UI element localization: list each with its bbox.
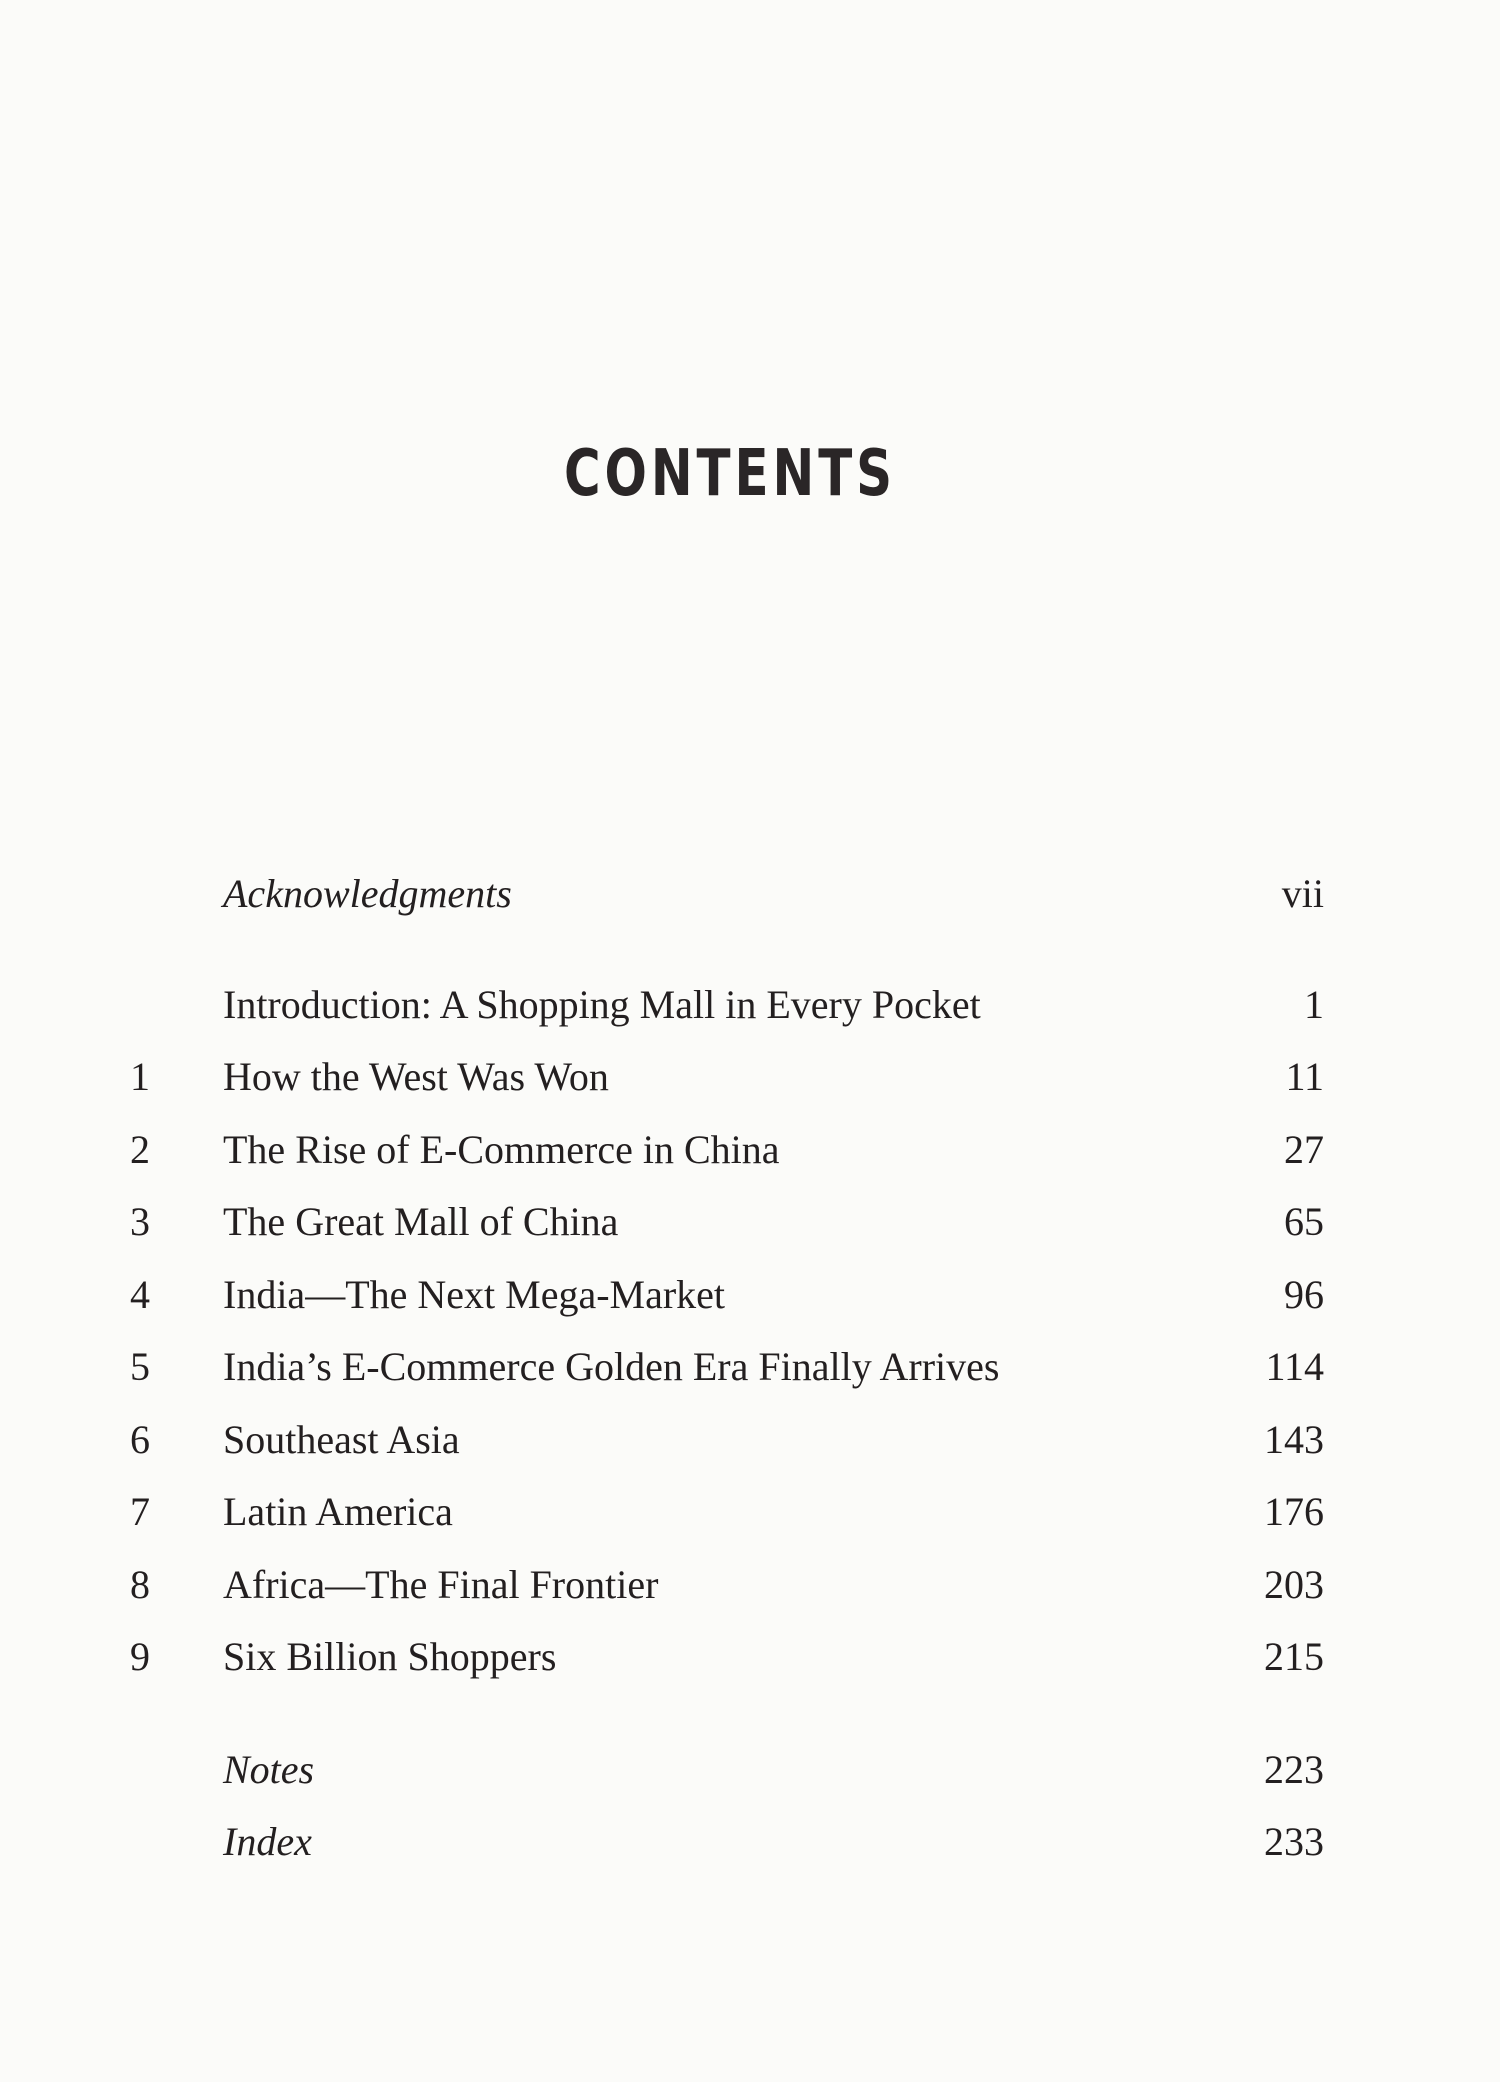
toc-entry-notes[interactable] (0, 1740, 1500, 1800)
toc-entry-label: Acknowledgments (223, 871, 512, 916)
toc-chapter-number: 5 (130, 1344, 150, 1389)
toc-chapter-number: 9 (130, 1634, 150, 1679)
toc-chapter-number: 6 (130, 1417, 150, 1462)
toc-entry-page: 114 (1265, 1344, 1324, 1389)
toc-entry-page: 203 (1264, 1562, 1324, 1607)
toc-entry-page: 143 (1264, 1417, 1324, 1462)
toc-entry-label: Notes (223, 1747, 315, 1792)
toc-entry-chapter-7[interactable] (0, 1482, 1500, 1542)
toc-entry-introduction[interactable] (0, 975, 1500, 1035)
toc-entry-label: Africa—The Final Frontier (223, 1562, 659, 1607)
toc-entry-label: Six Billion Shoppers (223, 1634, 557, 1679)
toc-entry-chapter-9[interactable] (0, 1627, 1500, 1687)
toc-entry-label: India—The Next Mega-Market (223, 1272, 726, 1317)
toc-entry-label: How the West Was Won (223, 1054, 609, 1099)
toc-entry-chapter-8[interactable] (0, 1555, 1500, 1615)
toc-entry-chapter-4[interactable] (0, 1265, 1500, 1325)
toc-entry-chapter-1[interactable] (0, 1047, 1500, 1107)
toc-entry-chapter-6[interactable] (0, 1410, 1500, 1470)
toc-entry-label: Latin America (223, 1489, 453, 1534)
toc-entry-label: Index (223, 1819, 312, 1864)
page-title: CONTENTS (564, 437, 896, 511)
toc-chapter-number: 2 (130, 1127, 150, 1172)
toc-entry-page: 96 (1284, 1272, 1324, 1317)
toc-chapter-number: 3 (130, 1199, 150, 1244)
toc-entry-label: The Rise of E-Commerce in China (223, 1127, 780, 1172)
toc-entry-page: 176 (1264, 1489, 1324, 1534)
toc-entry-page: 11 (1285, 1054, 1324, 1099)
toc-chapter-number: 7 (130, 1489, 150, 1534)
toc-entry-page: 27 (1284, 1127, 1324, 1172)
toc-entry-chapter-5[interactable] (0, 1337, 1500, 1397)
toc-entry-label: India’s E-Commerce Golden Era Finally Arrives (223, 1344, 1000, 1389)
toc-entry-label: Southeast Asia (223, 1417, 460, 1462)
toc-entry-acknowledgments[interactable] (0, 864, 1500, 924)
toc-entry-label: Introduction: A Shopping Mall in Every Pocket (223, 982, 981, 1027)
toc-chapter-number: 1 (130, 1054, 150, 1099)
toc-entry-page: vii (1281, 871, 1324, 916)
toc-entry-page: 65 (1284, 1199, 1324, 1244)
toc-chapter-number: 8 (130, 1562, 150, 1607)
toc-entry-chapter-3[interactable] (0, 1192, 1500, 1252)
toc-entry-chapter-2[interactable] (0, 1120, 1500, 1180)
toc-entry-index[interactable] (0, 1812, 1500, 1872)
toc-entry-label: The Great Mall of China (223, 1199, 619, 1244)
toc-entry-page: 223 (1264, 1747, 1324, 1792)
toc-chapter-number: 4 (130, 1272, 150, 1317)
toc-entry-page: 233 (1264, 1819, 1324, 1864)
toc-entry-page: 1 (1304, 982, 1324, 1027)
toc-entry-page: 215 (1264, 1634, 1324, 1679)
